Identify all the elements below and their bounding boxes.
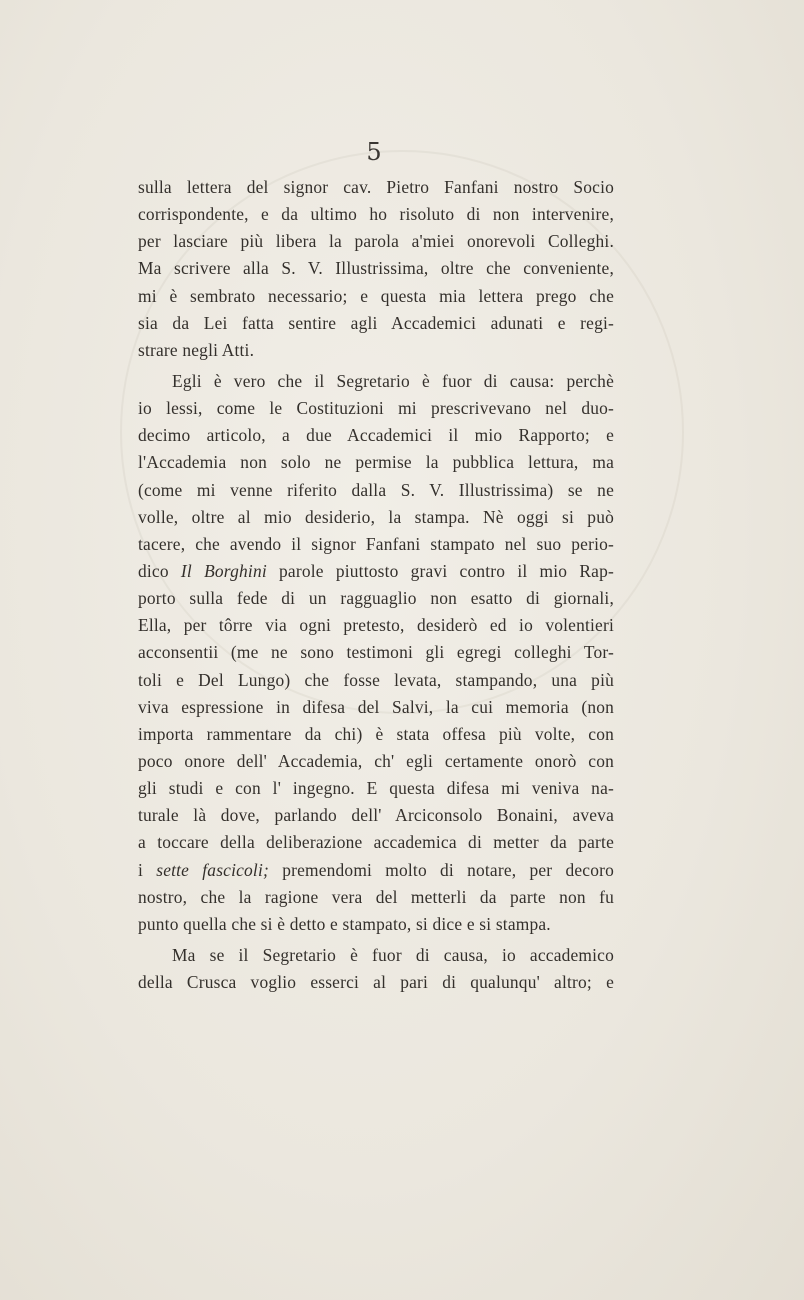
page-number: 5 <box>366 138 382 166</box>
text-run: parole piuttosto gravi contro il mio Rap- <box>279 560 614 581</box>
text-line: punto quella che si è detto e stampato, si dice e si stampa. <box>138 913 551 934</box>
text-line: sia da Lei fatta sentire agli Accademici adunati e regi- <box>138 312 614 333</box>
text-line: turale là dove, parlando dell' Arciconsolo Bonaini, aveva <box>138 805 614 826</box>
text-line: strare negli Atti. <box>138 339 255 360</box>
text-line: viva espressione in difesa del Salvi, la cui memoria (non <box>138 696 614 717</box>
text-run: dico <box>138 560 169 581</box>
text-line: gli studi e con l' ingegno. E questa difesa mi veniva na- <box>138 778 614 799</box>
text-line: acconsentii (me ne sono testimoni gli egregi colleghi Tor- <box>138 642 614 663</box>
text-line: io lessi, come le Costituzioni mi prescrivevano nel duo- <box>138 398 614 419</box>
text-run: premendomi molto di notare, per decoro <box>282 859 614 880</box>
text-line: nostro, che la ragione vera del metterli da parte non fu <box>138 886 614 907</box>
text-line: Ma se il Segretario è fuor di causa, io accademico <box>172 944 614 965</box>
text-line: poco onore dell' Accademia, ch' egli certamente onorò con <box>138 750 614 771</box>
text-line: sulla lettera del signor cav. Pietro Fanfani nostro Socio <box>138 177 614 197</box>
text-line: Ella, per tôrre via ogni pretesto, desiderò ed io volentieri <box>138 615 614 636</box>
text-line: volle, oltre al mio desiderio, la stampa. Nè oggi si può <box>138 506 614 527</box>
text-line: a toccare della deliberazione accademica di metter da parte <box>138 832 614 853</box>
text-line: porto sulla fede di un ragguaglio non esatto di giornali, <box>138 588 614 609</box>
body-text <box>138 174 614 996</box>
text-line: importa rammentare da chi) è stata offesa più volte, con <box>138 723 614 744</box>
text-line: della Crusca voglio esserci al pari di qualunqu' altro; e <box>138 972 614 993</box>
text-line: Egli è vero che il Segretario è fuor di causa: perchè <box>172 370 614 391</box>
text-line: Ma scrivere alla S. V. Illustrissima, oltre che conveniente, <box>138 258 614 279</box>
book-title: Il Borghini <box>180 560 267 581</box>
text-line: toli e Del Lungo) che fosse levata, stampando, una più <box>138 669 614 690</box>
text-line-mixed <box>138 857 614 884</box>
text-line: (come mi venne riferito dalla S. V. Illustrissima) se ne <box>138 479 614 500</box>
text-line-mixed <box>138 558 614 585</box>
text-line: mi è sembrato necessario; e questa mia lettera prego che <box>138 285 614 306</box>
italic-phrase: sette fascicoli; <box>156 859 269 880</box>
text-line: corrispondente, e da ultimo ho risoluto di non intervenire, <box>138 204 614 225</box>
text-run: i <box>138 859 144 880</box>
text-line: tacere, che avendo il signor Fanfani stampato nel suo perio- <box>138 533 614 554</box>
text-line: decimo articolo, a due Accademici il mio Rapporto; e <box>138 425 614 446</box>
text-line: per lasciare più libera la parola a'miei onorevoli Colleghi. <box>138 231 614 252</box>
text-line: l'Accademia non solo ne permise la pubblica lettura, ma <box>138 452 614 473</box>
